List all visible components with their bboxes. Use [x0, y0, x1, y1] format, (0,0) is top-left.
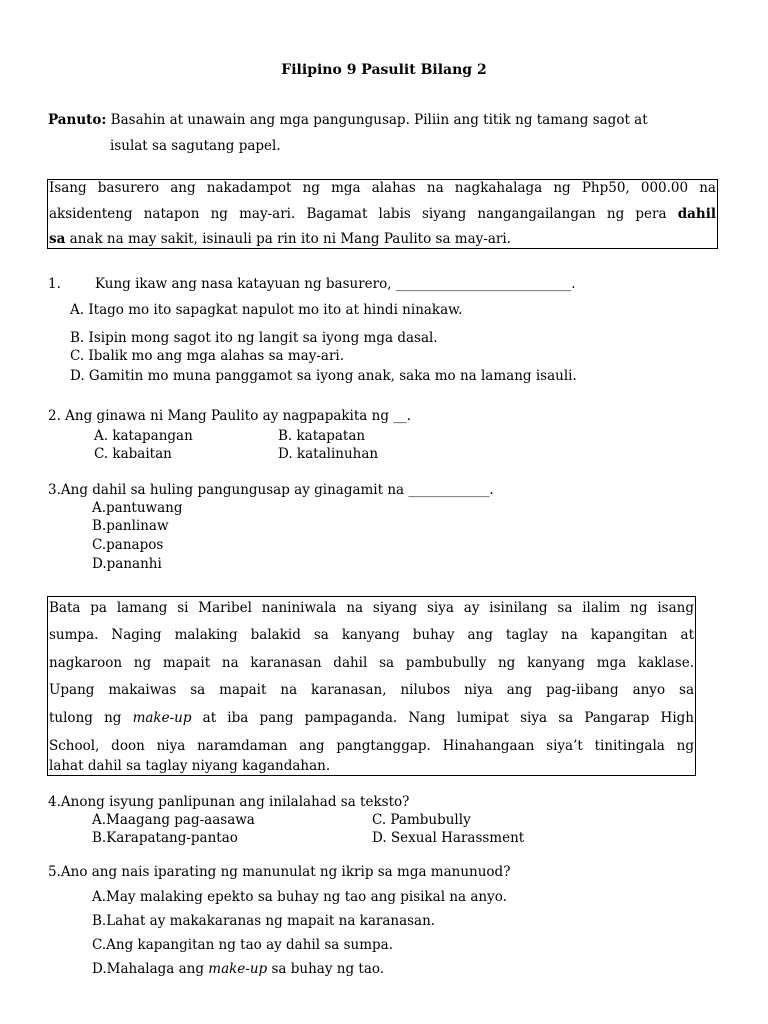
question-2-stem: 2. Ang ginawa ni Mang Paulito ay nagpapakita ng __. — [48, 408, 412, 424]
question-3-stem: 3.Ang dahil sa huling pangungusap ay ginagamit na ____________. — [48, 482, 494, 498]
question-1-number: 1. — [48, 276, 61, 292]
question-5-choice: B.Lahat ay makakaranas ng mapait na karanasan. — [92, 913, 436, 929]
question-4-stem: 4.Anong isyung panlipunan ang inilalahad sa teksto? — [48, 794, 410, 810]
passage-1-line: Isang basurero ang nakadampot ng mga alahas na nagkahalaga ng Php50, 000.00 na — [49, 180, 716, 196]
question-3-choice: D.pananhi — [92, 556, 162, 572]
passage-2-line: lahat dahil sa taglay niyang kagandahan. — [49, 758, 331, 774]
question-3-choice: A.pantuwang — [92, 500, 183, 516]
passage-1-line: sa anak na may sakit, isinauli pa rin ito ni Mang Paulito sa may-ari. — [49, 231, 511, 247]
passage-2-line: sumpa. Naging malaking balakid sa kanyang buhay ang taglay na kapangitan at — [49, 627, 694, 643]
question-2-choice: C. kabaitan — [94, 446, 172, 462]
instructions-continuation: isulat sa sagutang papel. — [110, 138, 281, 154]
question-5-choice: A.May malaking epekto sa buhay ng tao ang pisikal na anyo. — [92, 889, 507, 905]
question-3-choice: C.panapos — [92, 537, 164, 553]
instructions-text: Basahin at unawain ang mga pangungusap. Piliin ang titik ng tamang sagot at — [106, 112, 648, 128]
page-title: Filipino 9 Pasulit Bilang 2 — [281, 62, 487, 78]
passage-2-line: tulong ng make-up at iba pang pampaganda. Nang lumipat siya sa Pangarap High — [49, 710, 694, 726]
question-3-choice: B.panlinaw — [92, 518, 169, 534]
passage-2 — [47, 596, 696, 776]
question-1-choice: C. Ibalik mo ang mga alahas sa may-ari. — [70, 348, 345, 364]
passage-2-line: nagkaroon ng mapait na karanasan dahil sa pambubully ng kanyang mga kaklase. — [49, 655, 694, 671]
question-2-choice: B. katapatan — [278, 428, 366, 444]
question-1-stem: Kung ikaw ang nasa katayuan ng basurero, __________________________. — [95, 276, 576, 292]
passage-2-line: Upang makaiwas sa mapait na karanasan, nilubos niya ang pag-iibang anyo sa — [49, 682, 694, 698]
question-2-choice: A. katapangan — [94, 428, 193, 444]
question-1-choice: B. Isipin mong sagot ito ng langit sa iyong mga dasal. — [70, 330, 438, 346]
instructions-label: Panuto: — [48, 112, 107, 128]
passage-1-line: aksidenteng natapon ng may-ari. Bagamat labis siyang nangangailangan ng pera dahil — [49, 206, 716, 222]
question-4-choice: D. Sexual Harassment — [372, 830, 525, 846]
question-5-choice: C.Ang kapangitan ng tao ay dahil sa sumpa. — [92, 937, 394, 953]
passage-2-line: School, doon niya naramdaman ang pangtanggap. Hinahangaan siya’t tinitingala ng — [49, 738, 694, 754]
question-5-choice: D.Mahalaga ang make-up sa buhay ng tao. — [92, 961, 385, 977]
question-5-stem: 5.Ano ang nais iparating ng manunulat ng ikrip sa mga manunuod? — [48, 864, 511, 880]
question-4-choice: B.Karapatang-pantao — [92, 830, 238, 846]
passage-2-line: Bata pa lamang si Maribel naniniwala na siyang siya ay isinilang sa ilalim ng isang — [49, 600, 694, 616]
question-4-choice: A.Maagang pag-aasawa — [92, 812, 255, 828]
question-2-choice: D. katalinuhan — [278, 446, 379, 462]
question-1-choice: D. Gamitin mo muna panggamot sa iyong anak, saka mo na lamang isauli. — [70, 368, 577, 384]
question-4-choice: C. Pambubully — [372, 812, 471, 828]
instructions — [48, 112, 648, 128]
question-1-choice: A. Itago mo ito sapagkat napulot mo ito at hindi ninakaw. — [70, 302, 463, 318]
passage-1 — [47, 179, 718, 249]
